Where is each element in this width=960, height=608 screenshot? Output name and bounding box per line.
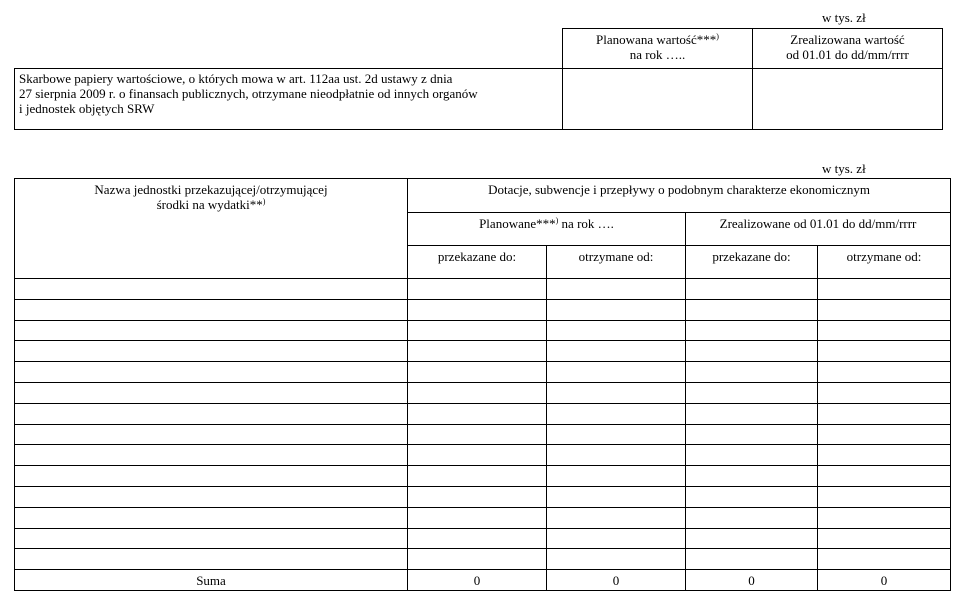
amount-cell[interactable]: [686, 486, 818, 507]
table-row: [15, 528, 951, 549]
planned-received-from-header: otrzymane od:: [547, 246, 686, 279]
amount-cell[interactable]: [686, 424, 818, 445]
sum-realized-transferred-to: 0: [686, 570, 818, 591]
table-row: [15, 299, 951, 320]
unit-name-cell[interactable]: [15, 507, 408, 528]
amount-cell[interactable]: [547, 507, 686, 528]
amount-cell[interactable]: [818, 382, 951, 403]
securities-description: Skarbowe papiery wartościowe, o których mowa w art. 112aa ust. 2d ustawy z dnia 27 sierpnia 2009 r. o finansach publicznych, otrzymane nieodpłatnie od innych organów i jednostek objętych SRW: [15, 69, 563, 130]
amount-cell[interactable]: [818, 279, 951, 300]
amount-cell[interactable]: [818, 486, 951, 507]
grants-group-header: Dotacje, subwencje i przepływy o podobnym charakterze ekonomicznym: [408, 179, 951, 213]
unit-name-cell[interactable]: [15, 445, 408, 466]
planned-value-header: Planowana wartość***) na rok …..: [563, 29, 753, 69]
table-row: [15, 549, 951, 570]
amount-cell[interactable]: [818, 299, 951, 320]
realized-value-header: Zrealizowana wartość od 01.01 do dd/mm/rrrr: [753, 29, 943, 69]
unit-name-cell[interactable]: [15, 382, 408, 403]
amount-cell[interactable]: [408, 362, 547, 383]
amount-cell[interactable]: [547, 424, 686, 445]
transfers-table: [14, 178, 951, 591]
table-row: [15, 507, 951, 528]
unit-name-cell[interactable]: [15, 362, 408, 383]
sum-planned-received-from: 0: [547, 570, 686, 591]
unit-name-cell[interactable]: [15, 403, 408, 424]
unit-name-header: Nazwa jednostki przekazującej/otrzymującej środki na wydatki**): [15, 179, 408, 279]
amount-cell[interactable]: [818, 320, 951, 341]
amount-cell[interactable]: [547, 279, 686, 300]
amount-cell[interactable]: [547, 528, 686, 549]
amount-cell[interactable]: [818, 445, 951, 466]
amount-cell[interactable]: [547, 382, 686, 403]
amount-cell[interactable]: [408, 424, 547, 445]
amount-cell[interactable]: [547, 466, 686, 487]
amount-cell[interactable]: [408, 382, 547, 403]
amount-cell[interactable]: [686, 279, 818, 300]
amount-cell[interactable]: [686, 341, 818, 362]
amount-cell[interactable]: [547, 362, 686, 383]
amount-cell[interactable]: [818, 549, 951, 570]
amount-cell[interactable]: [818, 528, 951, 549]
table-row: [15, 445, 951, 466]
amount-cell[interactable]: [686, 403, 818, 424]
sum-planned-transferred-to: 0: [408, 570, 547, 591]
amount-cell[interactable]: [547, 320, 686, 341]
amount-cell[interactable]: [408, 445, 547, 466]
table-row: [15, 279, 951, 300]
amount-cell[interactable]: [547, 341, 686, 362]
amount-cell[interactable]: [408, 279, 547, 300]
amount-cell[interactable]: [547, 549, 686, 570]
amount-cell[interactable]: [408, 341, 547, 362]
amount-cell[interactable]: [408, 507, 547, 528]
amount-cell[interactable]: [408, 299, 547, 320]
table-row: [15, 486, 951, 507]
unit-name-cell[interactable]: [15, 299, 408, 320]
amount-cell[interactable]: [686, 362, 818, 383]
amount-cell[interactable]: [408, 528, 547, 549]
amount-cell[interactable]: [686, 466, 818, 487]
table-row: [15, 362, 951, 383]
unit-name-cell[interactable]: [15, 486, 408, 507]
amount-cell[interactable]: [547, 445, 686, 466]
amount-cell[interactable]: [686, 299, 818, 320]
amount-cell[interactable]: [818, 424, 951, 445]
unit-name-cell[interactable]: [15, 528, 408, 549]
unit-name-cell[interactable]: [15, 279, 408, 300]
amount-cell[interactable]: [818, 362, 951, 383]
amount-cell[interactable]: [686, 528, 818, 549]
table-row: [15, 382, 951, 403]
table-row: [15, 403, 951, 424]
unit-name-cell[interactable]: [15, 549, 408, 570]
amount-cell[interactable]: [547, 299, 686, 320]
securities-table: [14, 28, 943, 130]
amount-cell[interactable]: [547, 486, 686, 507]
amount-cell[interactable]: [818, 403, 951, 424]
amount-cell[interactable]: [686, 382, 818, 403]
amount-cell[interactable]: [818, 466, 951, 487]
amount-cell[interactable]: [686, 507, 818, 528]
planned-transferred-to-header: przekazane do:: [408, 246, 547, 279]
table-row: [15, 424, 951, 445]
empty-corner-cell: [15, 29, 563, 69]
unit-label: w tys. zł: [822, 161, 866, 176]
amount-cell[interactable]: [408, 466, 547, 487]
amount-cell[interactable]: [547, 403, 686, 424]
amount-cell[interactable]: [686, 445, 818, 466]
realized-value-cell[interactable]: [753, 69, 943, 130]
realized-transferred-to-header: przekazane do:: [686, 246, 818, 279]
amount-cell[interactable]: [686, 549, 818, 570]
realized-header: Zrealizowane od 01.01 do dd/mm/rrrr: [686, 213, 951, 246]
sum-label: Suma: [15, 570, 408, 591]
realized-received-from-header: otrzymane od:: [818, 246, 951, 279]
table-row: [15, 341, 951, 362]
amount-cell[interactable]: [818, 341, 951, 362]
unit-name-cell[interactable]: [15, 341, 408, 362]
unit-name-cell[interactable]: [15, 466, 408, 487]
amount-cell[interactable]: [686, 320, 818, 341]
amount-cell[interactable]: [408, 549, 547, 570]
unit-name-cell[interactable]: [15, 424, 408, 445]
planned-header: Planowane***) na rok ….: [408, 213, 686, 246]
unit-name-cell[interactable]: [15, 320, 408, 341]
amount-cell[interactable]: [408, 486, 547, 507]
table-row: [15, 320, 951, 341]
amount-cell[interactable]: [818, 507, 951, 528]
sum-realized-received-from: 0: [818, 570, 951, 591]
amount-cell[interactable]: [408, 403, 547, 424]
unit-label: w tys. zł: [822, 10, 866, 25]
planned-value-cell[interactable]: [563, 69, 753, 130]
table-row: [15, 466, 951, 487]
amount-cell[interactable]: [408, 320, 547, 341]
